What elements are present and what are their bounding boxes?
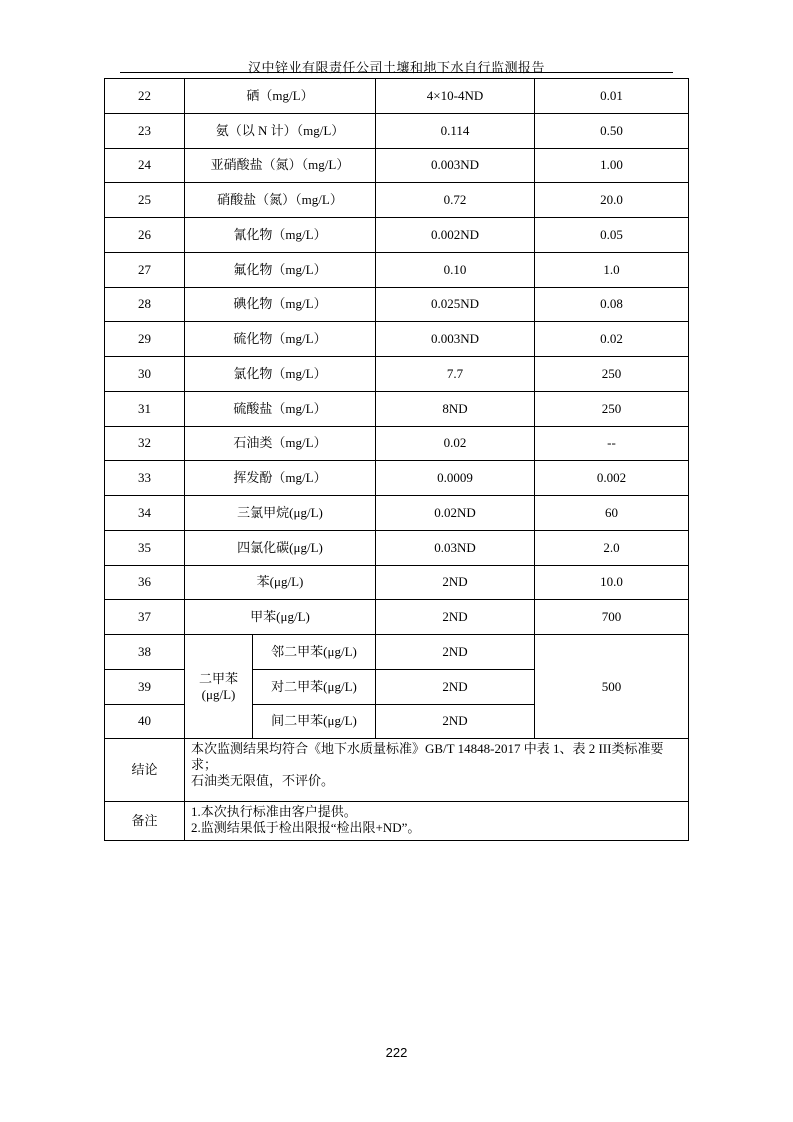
standard-limit: 60 (535, 496, 689, 531)
xylene-group-unit: (μg/L) (201, 686, 236, 702)
table-row (105, 600, 689, 635)
row-number: 30 (105, 357, 185, 392)
standard-limit: 250 (535, 391, 689, 426)
table-row (105, 252, 689, 287)
conclusion-line: 求； (191, 757, 218, 773)
standard-limit: 1.0 (535, 252, 689, 287)
result-value: 8ND (376, 391, 535, 426)
standard-limit: 700 (535, 600, 689, 635)
item-name: 三氯甲烷(μg/L) (185, 496, 376, 531)
item-name: 碘化物（mg/L） (185, 287, 376, 322)
page-number: 222 (385, 1045, 408, 1060)
result-value: 0.0009 (376, 461, 535, 496)
result-value: 7.7 (376, 357, 535, 392)
row-number: 24 (105, 148, 185, 183)
standard-limit: 0.02 (535, 322, 689, 357)
result-value: 0.002ND (376, 218, 535, 253)
standard-limit: -- (535, 426, 689, 461)
table-row (105, 183, 689, 218)
row-number: 23 (105, 113, 185, 148)
table-row (105, 79, 689, 114)
row-number: 39 (105, 669, 185, 704)
result-value: 0.025ND (376, 287, 535, 322)
conclusion-line: 本次监测结果均符合《地下水质量标准》GB/T 14848-2017 中表 1、表 2 III类标准要 (191, 741, 664, 757)
xylene-group-name: 二甲苯 (198, 670, 238, 686)
result-value: 0.03ND (376, 530, 535, 565)
table-row (105, 322, 689, 357)
item-name: 甲苯(μg/L) (185, 600, 376, 635)
table-row (105, 426, 689, 461)
standard-limit: 1.00 (535, 148, 689, 183)
table-row (105, 635, 689, 670)
row-number: 36 (105, 565, 185, 600)
row-number: 25 (105, 183, 185, 218)
result-value: 0.02 (376, 426, 535, 461)
item-name: 对二甲苯(μg/L) (253, 669, 376, 704)
table-row (105, 357, 689, 392)
item-name: 硒（mg/L） (185, 79, 376, 114)
result-value: 2ND (376, 669, 535, 704)
item-name: 亚硝酸盐（氮）（mg/L） (185, 148, 376, 183)
remarks-row (105, 802, 689, 841)
row-number: 29 (105, 322, 185, 357)
row-number: 27 (105, 252, 185, 287)
standard-limit: 0.05 (535, 218, 689, 253)
table-row (105, 461, 689, 496)
result-value: 2ND (376, 635, 535, 670)
table-row (105, 113, 689, 148)
remarks-label: 备注 (105, 802, 185, 841)
table-row (105, 530, 689, 565)
row-number: 28 (105, 287, 185, 322)
result-value: 2ND (376, 704, 535, 739)
standard-limit: 250 (535, 357, 689, 392)
result-value: 2ND (376, 600, 535, 635)
table-row (105, 391, 689, 426)
report-header-title: 汉中锌业有限责任公司土壤和地下水自行监测报告 (247, 60, 545, 75)
item-name: 氰化物（mg/L） (185, 218, 376, 253)
item-name: 石油类（mg/L） (185, 426, 376, 461)
result-value: 0.72 (376, 183, 535, 218)
table-row (105, 565, 689, 600)
item-name: 苯(μg/L) (185, 565, 376, 600)
header-rule (120, 72, 673, 73)
result-value: 4×10-4ND (376, 79, 535, 114)
result-value: 0.10 (376, 252, 535, 287)
item-name: 四氯化碳(μg/L) (185, 530, 376, 565)
conclusion-label: 结论 (105, 739, 185, 802)
item-name: 邻二甲苯(μg/L) (253, 635, 376, 670)
standard-limit: 2.0 (535, 530, 689, 565)
item-name: 氟化物（mg/L） (185, 252, 376, 287)
row-number: 32 (105, 426, 185, 461)
item-name: 硫酸盐（mg/L） (185, 391, 376, 426)
item-name: 硝酸盐（氮）（mg/L） (185, 183, 376, 218)
item-name: 氨（以 N 计）（mg/L） (185, 113, 376, 148)
item-name: 间二甲苯(μg/L) (253, 704, 376, 739)
row-number: 37 (105, 600, 185, 635)
standard-limit: 20.0 (535, 183, 689, 218)
table-row (105, 496, 689, 531)
table-row (105, 287, 689, 322)
row-number: 22 (105, 79, 185, 114)
result-value: 0.114 (376, 113, 535, 148)
xylene-group-label (185, 635, 253, 739)
row-number: 33 (105, 461, 185, 496)
standard-limit: 500 (535, 635, 689, 739)
table-row (105, 148, 689, 183)
monitoring-results-table (104, 78, 689, 841)
remarks-line: 1.本次执行标准由客户提供。 (191, 804, 357, 820)
table-row (105, 218, 689, 253)
standard-limit: 10.0 (535, 565, 689, 600)
row-number: 38 (105, 635, 185, 670)
row-number: 31 (105, 391, 185, 426)
item-name: 挥发酚（mg/L） (185, 461, 376, 496)
result-value: 0.003ND (376, 322, 535, 357)
item-name: 氯化物（mg/L） (185, 357, 376, 392)
standard-limit: 0.002 (535, 461, 689, 496)
standard-limit: 0.08 (535, 287, 689, 322)
row-number: 35 (105, 530, 185, 565)
result-value: 2ND (376, 565, 535, 600)
conclusion-line: 石油类无限值，不评价。 (191, 773, 335, 789)
row-number: 34 (105, 496, 185, 531)
result-value: 0.02ND (376, 496, 535, 531)
remarks-text (185, 802, 689, 841)
standard-limit: 0.50 (535, 113, 689, 148)
result-value: 0.003ND (376, 148, 535, 183)
standard-limit: 0.01 (535, 79, 689, 114)
row-number: 40 (105, 704, 185, 739)
conclusion-row (105, 739, 689, 802)
remarks-line: 2.监测结果低于检出限报“检出限+ND”。 (191, 820, 421, 836)
item-name: 硫化物（mg/L） (185, 322, 376, 357)
row-number: 26 (105, 218, 185, 253)
conclusion-text (185, 739, 689, 802)
